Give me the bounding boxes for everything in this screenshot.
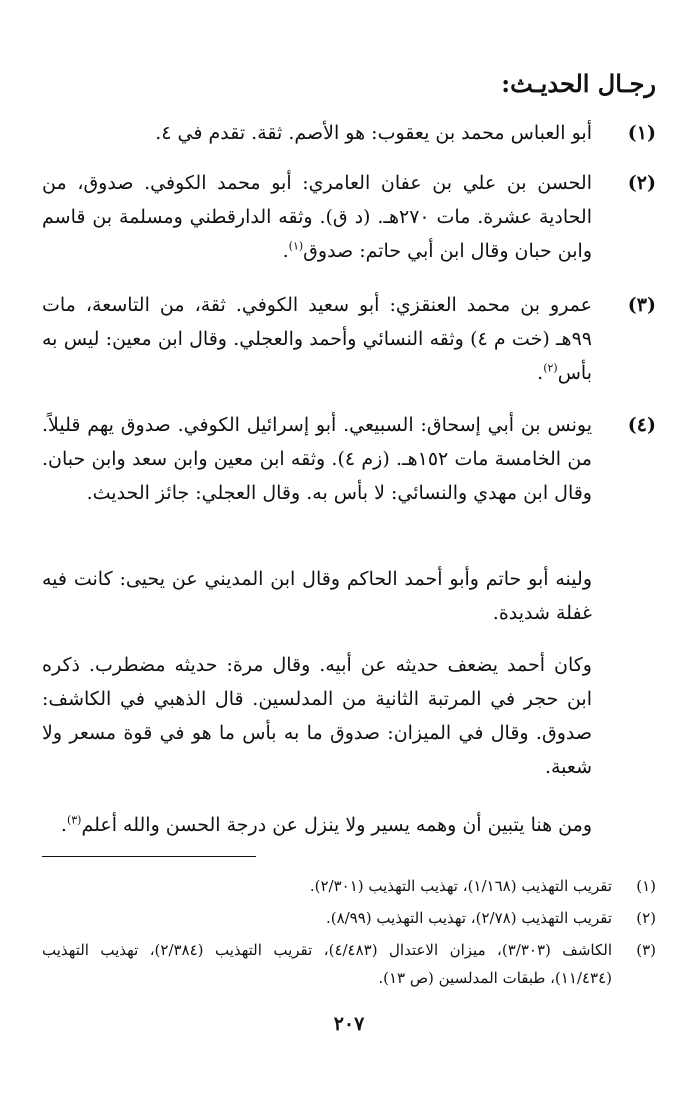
- footnote-text: تقريب التهذيب (١/١٦٨)، تهذيب التهذيب (٢/٣٠١).: [309, 877, 612, 895]
- conclusion-tail: .: [60, 814, 67, 836]
- footnote-1: [42, 872, 656, 900]
- footnote-ref: (٣): [66, 813, 82, 827]
- conclusion-text: ومن هنا يتبين أن وهمه يسير ولا ينزل عن درجة الحسن والله أعلم: [81, 814, 592, 836]
- footnote-number: (١): [636, 877, 656, 895]
- footnote-text: تقريب التهذيب (٢/٧٨)، تهذيب التهذيب (٨/٩٩).: [325, 909, 612, 927]
- commentary-paragraph-1: ولينه أبو حاتم وأبو أحمد الحاكم وقال ابن المديني عن يحيى: كانت فيه غفلة شديدة.: [42, 568, 592, 624]
- footnote-ref: (٢): [543, 361, 558, 375]
- footnote-3: [42, 936, 656, 992]
- footnote-text: الكاشف (٣/٣٠٣)، ميزان الاعتدال (٤/٤٨٣)، تقريب التهذيب (٢/٣٨٤)، تهذيب التهذيب (١١/٤٣٤)، طبقات المدلسين (ص ١٣).: [42, 941, 612, 987]
- entry-text: أبو العباس محمد بن يعقوب: هو الأصم. ثقة. تقدم في ٤.: [155, 122, 592, 144]
- entry-text: [42, 166, 592, 268]
- entry-number: (٣): [627, 294, 656, 316]
- footnote-number: (٣): [636, 941, 656, 959]
- entry-text-main: عمرو بن محمد العنقزي: أبو سعيد الكوفي. ثقة، من التاسعة، مات ٩٩هـ (خت م ٤) وثقه النسائي وأحمد والعجلي. وقال ابن معين: ليس به بأس: [42, 294, 592, 384]
- footnote-divider: [42, 856, 256, 857]
- section-heading: رجـال الحديـث:: [501, 69, 656, 98]
- commentary-paragraph-2: وكان أحمد يضعف حديثه عن أبيه. وقال مرة: حديثه مضطرب. ذكره ابن حجر في المرتبة الثانية من المدلسين. قال الذهبي في الكاشف: صدوق. وقال في الميزان: صدوق ما به بأس ما هو في قوة مسعر ولا شعبة.: [42, 654, 592, 778]
- entry-text: يونس بن أبي إسحاق: السبيعي. أبو إسرائيل الكوفي. صدوق يهم قليلاً. من الخامسة مات ١٥٢هـ. (زم ٤). وثقه ابن معين وابن سعد وابن حبان. وقال ابن مهدي والنسائي: لا بأس به. وقال العجلي: جائز الحديث.: [42, 414, 592, 504]
- conclusion-paragraph: [42, 808, 592, 842]
- entry-number: (٢): [627, 172, 656, 194]
- footnote-ref: (١): [288, 239, 304, 253]
- narrator-entry-3: [42, 288, 656, 390]
- entry-text: [42, 288, 592, 390]
- entry-text-main: الحسن بن علي بن عفان العامري: أبو محمد الكوفي. صدوق، من الحادية عشرة. مات ٢٧٠هـ. (د ق). وثقه الدارقطني ومسلمة بن قاسم وابن حبان وقال ابن أبي حاتم: صدوق: [42, 172, 592, 262]
- entry-text-tail: .: [537, 362, 544, 384]
- narrator-entry-1: [42, 116, 656, 150]
- footnote-number: (٢): [636, 909, 656, 927]
- entry-number: (٤): [627, 414, 656, 436]
- narrator-entry-2: [42, 166, 656, 268]
- entry-text-tail: .: [282, 240, 289, 262]
- footnote-2: [42, 904, 656, 932]
- entry-number: (١): [627, 122, 656, 144]
- page-number: ٢٠٧: [333, 1013, 365, 1035]
- narrator-entry-4: [42, 408, 656, 510]
